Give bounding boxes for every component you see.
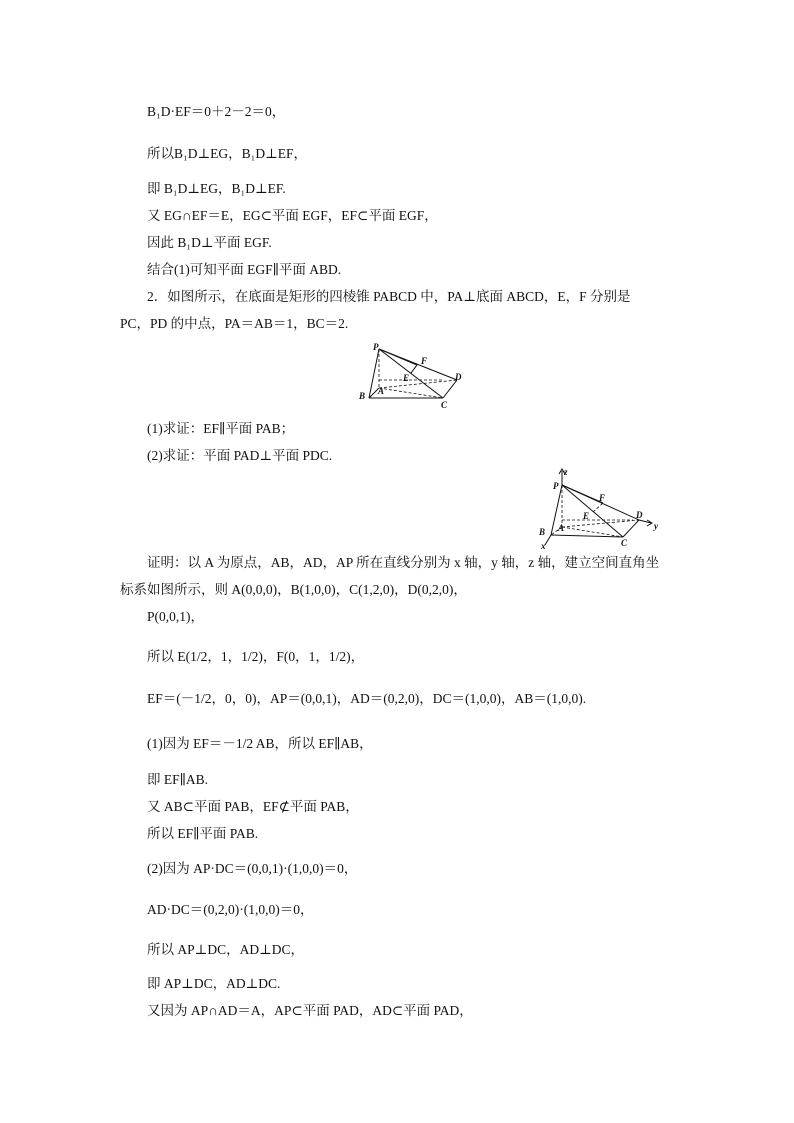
- pyramid-figure: [355, 340, 475, 412]
- label-x: x: [541, 541, 546, 551]
- proof-line: AD·DC＝(0,2,0)·(1,0,0)＝0，: [147, 902, 314, 917]
- proof-line: 所以 EF∥平面 PAB.: [147, 826, 259, 841]
- text-line: 因此 B₁D⊥平面 EGF.: [147, 235, 272, 250]
- label-E: E: [583, 511, 590, 521]
- label-A: A: [558, 523, 565, 533]
- proof-line: 又因为 AP∩AD＝A，AP⊂平面 PAD，AD⊂平面 PAD，: [147, 1003, 473, 1018]
- proof-line: P(0,0,1)，: [147, 609, 204, 624]
- text-line: 即 B₁D⊥EG，B₁D⊥EF.: [147, 181, 286, 196]
- proof-line: EF＝(－1/2，0，0)，AP＝(0,0,1)，AD＝(0,2,0)，DC＝(1,0,0)，AB＝(1,0,0).: [147, 691, 587, 706]
- problem-statement: 2．如图所示，在底面是矩形的四棱锥 PABCD 中，PA⊥底面 ABCD，E，F 分别是: [147, 289, 631, 304]
- label-E: E: [403, 373, 410, 383]
- proof-line: 又 AB⊂平面 PAB，EF⊄平面 PAB，: [147, 799, 359, 814]
- label-F: F: [599, 493, 606, 503]
- text-line: 所以B₁D⊥EG，B₁D⊥EF，: [147, 146, 308, 161]
- label-y: y: [654, 521, 658, 531]
- problem-statement: PC，PD 的中点，PA＝AB＝1，BC＝2.: [120, 316, 349, 331]
- label-A: A: [378, 386, 385, 396]
- proof-line: 证明：以 A 为原点，AB，AD，AP 所在直线分别为 x 轴，y 轴，z 轴，建立空间直角坐: [147, 555, 660, 570]
- text-line: 结合(1)可知平面 EGF∥平面 ABD.: [147, 262, 342, 277]
- question-1: (1)求证：EF∥平面 PAB；: [147, 421, 295, 436]
- proof-line: (1)因为 EF＝－1/2 AB，所以 EF∥AB，: [147, 736, 373, 751]
- label-P: P: [553, 481, 559, 491]
- proof-line: 所以 AP⊥DC，AD⊥DC，: [147, 942, 305, 957]
- question-2: (2)求证：平面 PAD⊥平面 PDC.: [147, 448, 333, 463]
- label-F: F: [421, 356, 428, 366]
- proof-line: 所以 E(1/2，1，1/2)，F(0，1，1/2)，: [147, 649, 365, 664]
- label-B: B: [539, 527, 546, 537]
- coordinate-figure: [533, 465, 663, 551]
- proof-line: 标系如图所示，则 A(0,0,0)，B(1,0,0)，C(1,2,0)，D(0,2,0)，: [120, 582, 467, 597]
- label-P: P: [373, 342, 379, 352]
- label-B: B: [359, 391, 366, 401]
- label-z: z: [564, 467, 568, 477]
- proof-line: (2)因为 AP·DC＝(0,0,1)·(1,0,0)＝0，: [147, 861, 358, 876]
- label-D: D: [636, 510, 643, 520]
- proof-line: 即 AP⊥DC，AD⊥DC.: [147, 976, 281, 991]
- text-line: 又 EG∩EF＝E，EG⊂平面 EGF，EF⊂平面 EGF，: [147, 208, 438, 223]
- label-C: C: [621, 538, 628, 548]
- label-C: C: [441, 400, 448, 410]
- text-line: B₁D·EF＝0＋2－2＝0，: [147, 104, 286, 119]
- label-D: D: [455, 372, 462, 382]
- proof-line: 即 EF∥AB.: [147, 772, 208, 787]
